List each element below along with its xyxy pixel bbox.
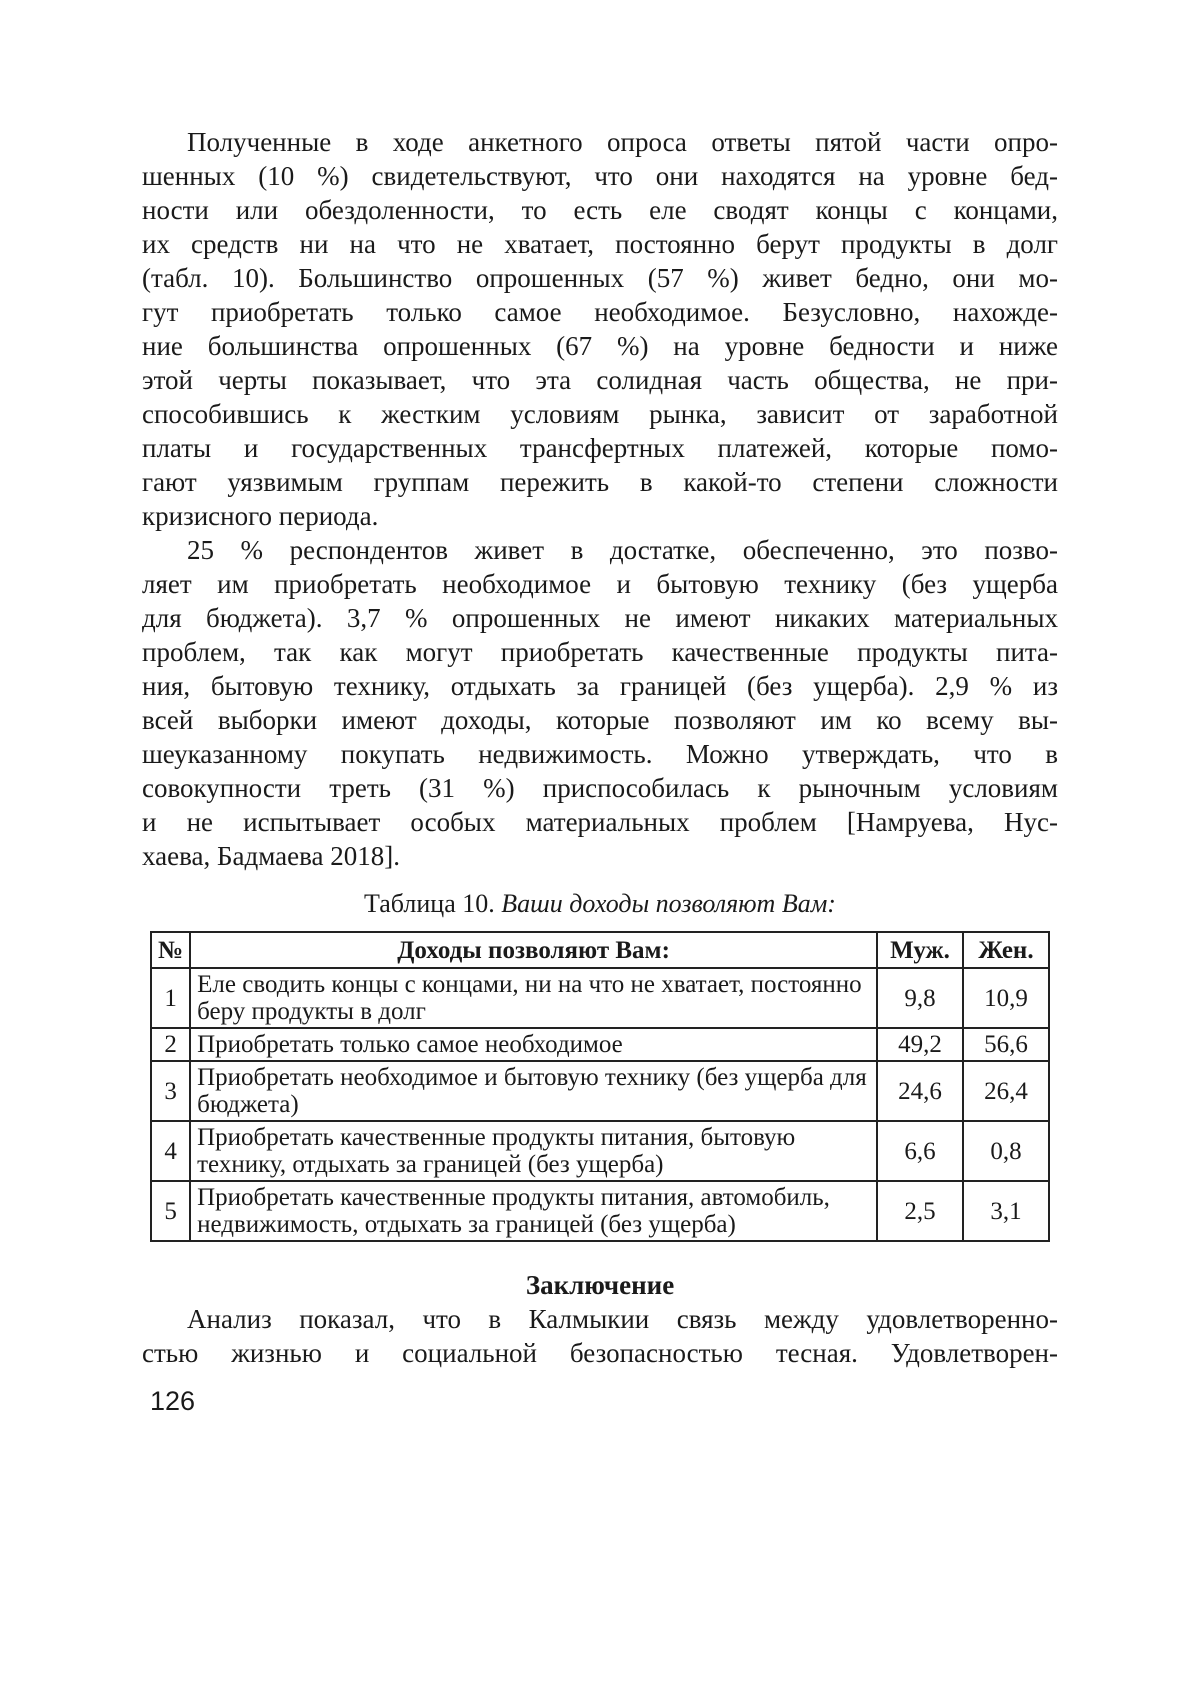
row-male-value: 9,8 <box>877 968 963 1028</box>
table-caption-title: Ваши доходы позволяют Вам: <box>501 889 836 918</box>
table-row <box>151 1121 1049 1181</box>
row-text: Приобретать необходимое и бытовую технику (без ущерба для бюджета) <box>190 1061 877 1121</box>
text-line: Анализ показал, что в Калмыкии связь между удовлетворенно- <box>142 1302 1058 1336</box>
text-line: кризисного периода. <box>142 499 1058 533</box>
row-female-value: 0,8 <box>963 1121 1049 1181</box>
paragraph-conclusion <box>142 1302 1058 1370</box>
header-number: № <box>151 932 190 968</box>
table-row <box>151 1181 1049 1241</box>
row-text: Еле сводить концы с концами, ни на что не хватает, постоянно беру продукты в долг <box>190 968 877 1028</box>
row-female-value: 56,6 <box>963 1028 1049 1061</box>
text-line: всей выборки имеют доходы, которые позволяют им ко всему вы- <box>142 703 1058 737</box>
text-line: Полученные в ходе анкетного опроса ответы пятой части опро- <box>142 125 1058 159</box>
row-number: 3 <box>151 1061 190 1121</box>
text-line: хаева, Бадмаева 2018]. <box>142 839 1058 873</box>
text-line: для бюджета). 3,7 % опрошенных не имеют никаких материальных <box>142 601 1058 635</box>
text-line: шенных (10 %) свидетельствуют, что они находятся на уровне бед- <box>142 159 1058 193</box>
paragraph-income-poverty <box>142 125 1058 533</box>
row-number: 2 <box>151 1028 190 1061</box>
text-line: способившись к жестким условиям рынка, зависит от заработной <box>142 397 1058 431</box>
row-text: Приобретать качественные продукты питания, автомобиль, недвижимость, отдыхать за границей (без ущерба) <box>190 1181 877 1241</box>
text-line: этой черты показывает, что эта солидная часть общества, не при- <box>142 363 1058 397</box>
table-row <box>151 1061 1049 1121</box>
table-row <box>151 1028 1049 1061</box>
row-number: 5 <box>151 1181 190 1241</box>
row-text: Приобретать только самое необходимое <box>190 1028 877 1061</box>
text-line: (табл. 10). Большинство опрошенных (57 %) живет бедно, они мо- <box>142 261 1058 295</box>
row-female-value: 26,4 <box>963 1061 1049 1121</box>
row-male-value: 49,2 <box>877 1028 963 1061</box>
table-header-row <box>151 932 1049 968</box>
income-table <box>150 931 1050 1242</box>
row-female-value: 10,9 <box>963 968 1049 1028</box>
text-line: ляет им приобретать необходимое и бытовую технику (без ущерба <box>142 567 1058 601</box>
text-line: гают уязвимым группам пережить в какой-то степени сложности <box>142 465 1058 499</box>
text-line: проблем, так как могут приобретать качественные продукты пита- <box>142 635 1058 669</box>
text-line: гут приобретать только самое необходимое. Безусловно, нахожде- <box>142 295 1058 329</box>
paragraph-income-wealth <box>142 533 1058 873</box>
page-column <box>142 125 1058 1418</box>
text-line: платы и государственных трансфертных платежей, которые помо- <box>142 431 1058 465</box>
table-caption <box>142 887 1058 921</box>
header-female: Жен. <box>963 932 1049 968</box>
text-line: стью жизнью и социальной безопасностью тесная. Удовлетворен- <box>142 1336 1058 1370</box>
row-number: 4 <box>151 1121 190 1181</box>
row-text: Приобретать качественные продукты питания, бытовую технику, отдыхать за границей (без ущерба) <box>190 1121 877 1181</box>
row-female-value: 3,1 <box>963 1181 1049 1241</box>
section-heading-conclusion: Заключение <box>142 1268 1058 1302</box>
row-male-value: 2,5 <box>877 1181 963 1241</box>
text-line: совокупности треть (31 %) приспособилась к рыночным условиям <box>142 771 1058 805</box>
text-line: 25 % респондентов живет в достатке, обеспеченно, это позво- <box>142 533 1058 567</box>
row-male-value: 24,6 <box>877 1061 963 1121</box>
table-caption-label: Таблица 10. <box>364 889 495 918</box>
row-number: 1 <box>151 968 190 1028</box>
text-line: ние большинства опрошенных (67 %) на уровне бедности и ниже <box>142 329 1058 363</box>
header-income: Доходы позволяют Вам: <box>190 932 877 968</box>
text-line: шеуказанному покупать недвижимость. Можно утверждать, что в <box>142 737 1058 771</box>
row-male-value: 6,6 <box>877 1121 963 1181</box>
text-line: ности или обездоленности, то есть еле сводят концы с концами, <box>142 193 1058 227</box>
text-line: ния, бытовую технику, отдыхать за границей (без ущерба). 2,9 % из <box>142 669 1058 703</box>
text-line: их средств ни на что не хватает, постоянно берут продукты в долг <box>142 227 1058 261</box>
header-male: Муж. <box>877 932 963 968</box>
page-number: 126 <box>150 1384 1058 1418</box>
text-line: и не испытывает особых материальных проблем [Намруева, Нус- <box>142 805 1058 839</box>
table-row <box>151 968 1049 1028</box>
